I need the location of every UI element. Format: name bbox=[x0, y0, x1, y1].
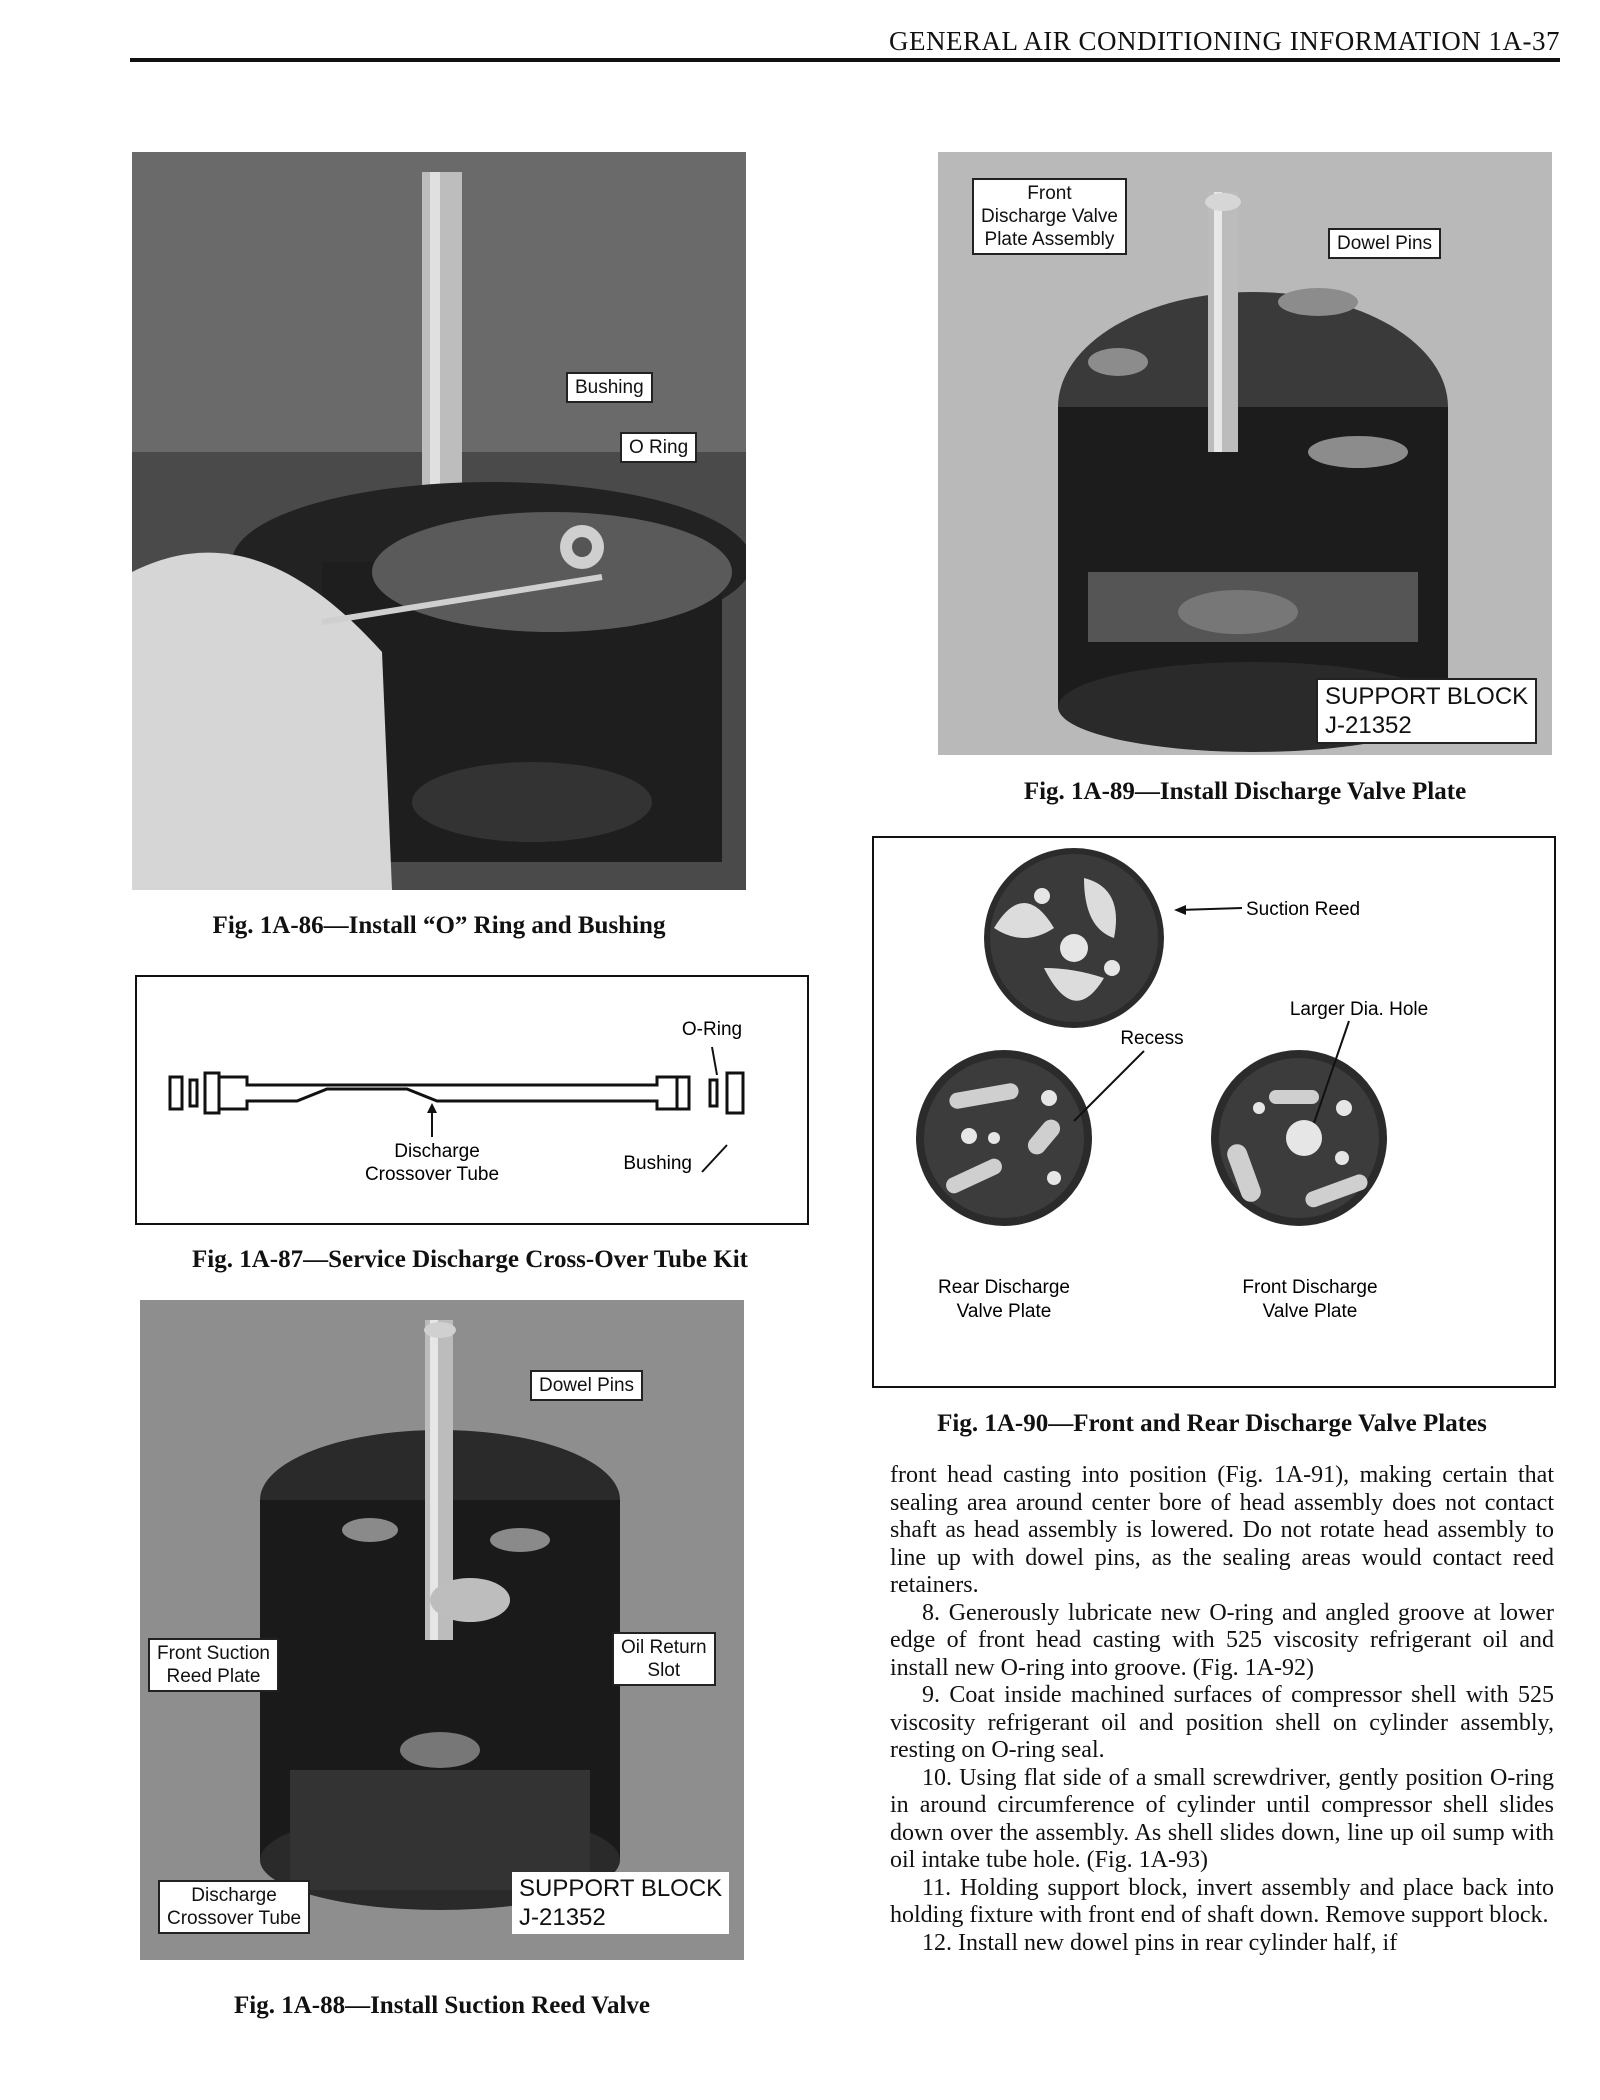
fig86-caption: Fig. 1A-86—Install “O” Ring and Bushing bbox=[212, 912, 666, 939]
paragraph-step-8: 8. Generously lubricate new O-ring and angled groove at lower edge of front head casting with 525 viscosity refrigerant oil and install new O-ring into groove. (Fig. 1A-92) bbox=[890, 1599, 1554, 1681]
fig90-label-larger-hole: Larger Dia. Hole bbox=[1289, 999, 1429, 1020]
fig88-label-support-block bbox=[512, 1872, 729, 1934]
fig89-label-support-block bbox=[1316, 678, 1537, 744]
fig88-label-crossover-2: Crossover Tube bbox=[167, 1908, 302, 1929]
fig90-caption: Fig. 1A-90—Front and Rear Discharge Valve Plates bbox=[937, 1410, 1487, 1437]
fig88-label-dowel-pins: Dowel Pins bbox=[530, 1370, 643, 1401]
paragraph-step-11: 11. Holding support block, invert assembly and place back into holding fixture with front end of shaft down. Remove support block. bbox=[890, 1874, 1554, 1928]
fig88-photo bbox=[140, 1300, 744, 1960]
fig87-label-tube-1: Discharge bbox=[394, 1141, 480, 1162]
fig89-label-support-2: J-21352 bbox=[1325, 712, 1412, 739]
fig88-label-oil-return bbox=[612, 1632, 716, 1686]
fig90-label-recess: Recess bbox=[1120, 1028, 1184, 1049]
fig89-label-front-3: Plate Assembly bbox=[984, 229, 1115, 250]
fig87-label-o-ring: O-Ring bbox=[681, 1019, 743, 1040]
paragraph-step-9: 9. Coat inside machined surfaces of compressor shell with 525 viscosity refrigerant oil and position shell on cylinder assembly, resting on O-ring seal. bbox=[890, 1682, 1554, 1763]
fig88-label-oil-return-2: Slot bbox=[647, 1660, 681, 1681]
fig88-label-oil-return-1: Oil Return bbox=[621, 1637, 707, 1658]
body-text bbox=[890, 1462, 1554, 1957]
fig86-label-bushing: Bushing bbox=[566, 372, 653, 403]
fig88-label-front-suction-1: Front Suction bbox=[157, 1643, 270, 1664]
fig87-caption: Fig. 1A-87—Service Discharge Cross-Over Tube Kit bbox=[192, 1246, 748, 1273]
header-rule bbox=[130, 58, 1560, 62]
fig89-label-front-2: Discharge Valve bbox=[981, 206, 1118, 227]
fig87-label-bushing: Bushing bbox=[623, 1153, 692, 1174]
fig88-label-crossover-1: Discharge bbox=[191, 1885, 277, 1906]
fig89-label-support-1: SUPPORT BLOCK bbox=[1325, 683, 1529, 710]
fig90-label-front-1: Front Discharge bbox=[1242, 1277, 1378, 1298]
fig87-diagram bbox=[135, 975, 809, 1225]
fig88-label-support-2: J-21352 bbox=[519, 1904, 606, 1931]
fig88-label-front-suction bbox=[148, 1638, 279, 1692]
fig89-label-front-1: Front bbox=[1027, 183, 1072, 204]
fig87-label-tube-2: Crossover Tube bbox=[364, 1164, 500, 1185]
fig88-label-front-suction-2: Reed Plate bbox=[166, 1666, 261, 1687]
fig90-label-front-2: Valve Plate bbox=[1262, 1301, 1358, 1322]
fig86-label-o-ring: O Ring bbox=[620, 432, 697, 463]
paragraph-step-12: 12. Install new dowel pins in rear cylinder half, if bbox=[922, 1929, 1398, 1956]
paragraph-step-10: 10. Using flat side of a small screwdriver, gently position O-ring in around circumference of cylinder until compressor shell slides down over the assembly. As shell slides down, line up oil sump with oil intake tube hole. (Fig. 1A-93) bbox=[890, 1764, 1554, 1873]
fig90-label-suction-reed: Suction Reed bbox=[1246, 899, 1361, 920]
fig88-label-crossover bbox=[158, 1880, 310, 1934]
fig89-caption: Fig. 1A-89—Install Discharge Valve Plate bbox=[1023, 778, 1467, 805]
fig90-diagram bbox=[872, 836, 1556, 1388]
fig89-label-front bbox=[972, 178, 1127, 255]
paragraph-continuation: front head casting into position (Fig. 1A-91), making certain that sealing area around center bore of head assembly does not contact shaft as head assembly is lowered. Do not rotate head assembly to line up with dowel pins, as the sealing areas would contact reed retainers. bbox=[890, 1462, 1554, 1598]
fig86-photo bbox=[132, 152, 746, 890]
fig90-label-rear-1: Rear Discharge bbox=[938, 1277, 1070, 1298]
fig88-caption: Fig. 1A-88—Install Suction Reed Valve bbox=[233, 1992, 650, 2019]
page-title: GENERAL AIR CONDITIONING INFORMATION 1A-37 bbox=[889, 26, 1560, 56]
fig89-label-dowel-pins: Dowel Pins bbox=[1328, 228, 1441, 259]
fig88-label-support-1: SUPPORT BLOCK bbox=[519, 1875, 723, 1902]
page-header bbox=[130, 22, 1560, 62]
fig90-label-rear-2: Valve Plate bbox=[956, 1301, 1052, 1322]
